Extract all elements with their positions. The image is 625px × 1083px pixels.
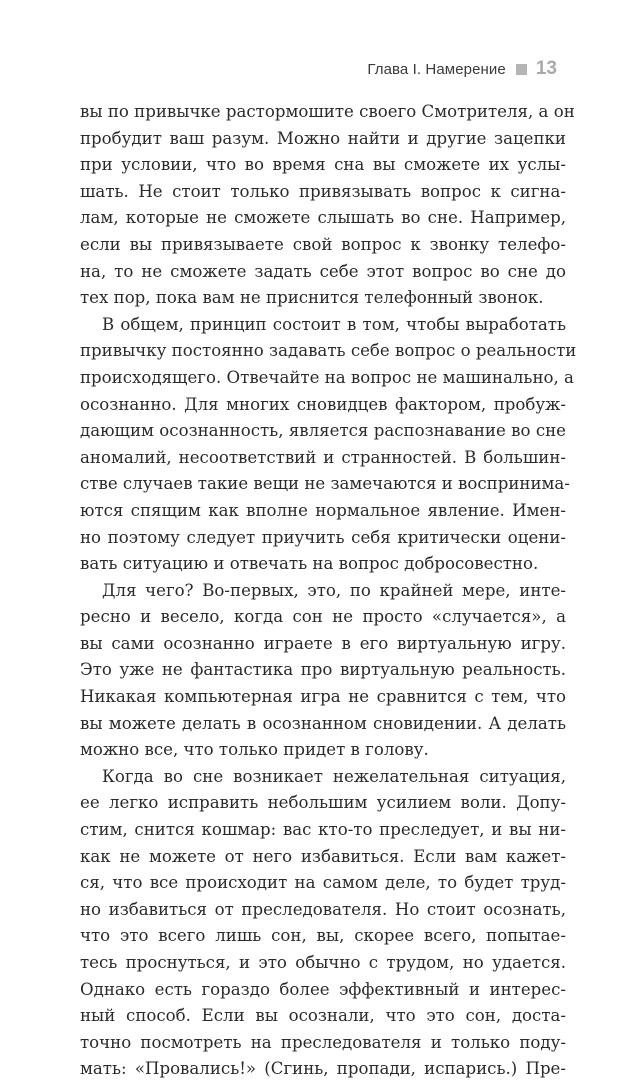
text-line: ее легко исправить небольшим усилием воли. Допу- (80, 793, 566, 813)
text-line: ются спящим как вполне нормальное явление. Имен- (80, 500, 566, 520)
paragraph (80, 99, 575, 312)
page-number: 13 (535, 58, 557, 79)
paragraph (80, 578, 566, 764)
text-line: на, то не сможете задать себе этот вопрос во сне до (80, 261, 566, 281)
text-line: пробудит ваш разум. Можно найти и другие зацепки (80, 128, 566, 148)
text-line: стве случаев такие вещи не замечаются и воспринима- (80, 474, 570, 494)
text-line: Когда во сне возникает нежелательная ситуация, (102, 766, 566, 786)
text-line: как не можете от него избавиться. Если вам кажет- (80, 846, 566, 866)
text-line: можно все, что только придет в голову. (80, 740, 429, 760)
text-line: мать: «Провались!» (Сгинь, пропади, испарись.) Пре- (80, 1059, 566, 1079)
text-line: вы можете делать в осознанном сновидении. А делать (80, 713, 566, 733)
text-line: вы сами осознанно играете в его виртуальную игру. (80, 633, 566, 653)
body-text (80, 99, 577, 1083)
paragraph (80, 312, 577, 578)
text-line: точно посмотреть на преследователя и только поду- (80, 1032, 566, 1052)
text-line: Для чего? Во-первых, это, по крайней мере, инте- (102, 580, 566, 600)
paragraph (80, 764, 566, 1083)
text-line: тесь проснуться, и это обычно с трудом, но удается. (80, 953, 566, 972)
text-line: вать ситуацию и отвечать на вопрос добросовестно. (80, 554, 539, 574)
text-line: привычку постоянно задавать себе вопрос о реальности (80, 341, 577, 361)
text-line: шать. Не стоит только привязывать вопрос к сигна- (80, 181, 566, 201)
text-line: лам, которые не сможете слышать во сне. Например, (80, 208, 566, 228)
text-line: при условии, что во время сна вы сможете их услы- (80, 155, 566, 175)
text-line: осознанно. Для многих сновидцев фактором, пробуж- (80, 394, 566, 414)
square-separator-icon (516, 64, 527, 75)
text-line: Никакая компьютерная игра не сравнится с тем, что (80, 687, 566, 707)
text-line: В общем, принцип состоит в том, чтобы выработать (102, 314, 566, 334)
text-line: стим, снится кошмар: вас кто-то преследует, и вы ни- (80, 820, 566, 840)
text-line: но поэтому следует приучить себя критически оцени- (80, 527, 566, 547)
text-line: происходящего. Отвечайте на вопрос не машинально, а (80, 367, 574, 387)
running-header (367, 58, 557, 80)
text-line: вы по привычке растормошите своего Смотрителя, а он (80, 102, 575, 121)
text-line: но избавиться от преследователя. Но стоит осознать, (80, 899, 566, 919)
text-line: дающим осознанность, является распознавание во сне (80, 421, 566, 441)
chapter-title: Глава I. Намерение (367, 60, 506, 78)
text-line: аномалий, несоответствий и странностей. В большин- (80, 447, 566, 467)
text-line: тех пор, пока вам не приснится телефонный звонок. (80, 288, 544, 308)
text-line: ресно и весело, когда сон не просто «случается», а (80, 607, 566, 627)
text-line: ся, что все происходит на самом деле, то будет труд- (80, 873, 566, 893)
text-line: если вы привязываете свой вопрос к звонку телефо- (80, 234, 566, 254)
text-line: ный способ. Если вы осознали, что это сон, доста- (80, 1006, 566, 1026)
text-line: Это уже не фантастика про виртуальную реальность. (80, 660, 566, 680)
text-line: Однако есть гораздо более эффективный и интерес- (80, 979, 566, 999)
text-line: что это всего лишь сон, вы, скорее всего, попытае- (80, 926, 566, 946)
